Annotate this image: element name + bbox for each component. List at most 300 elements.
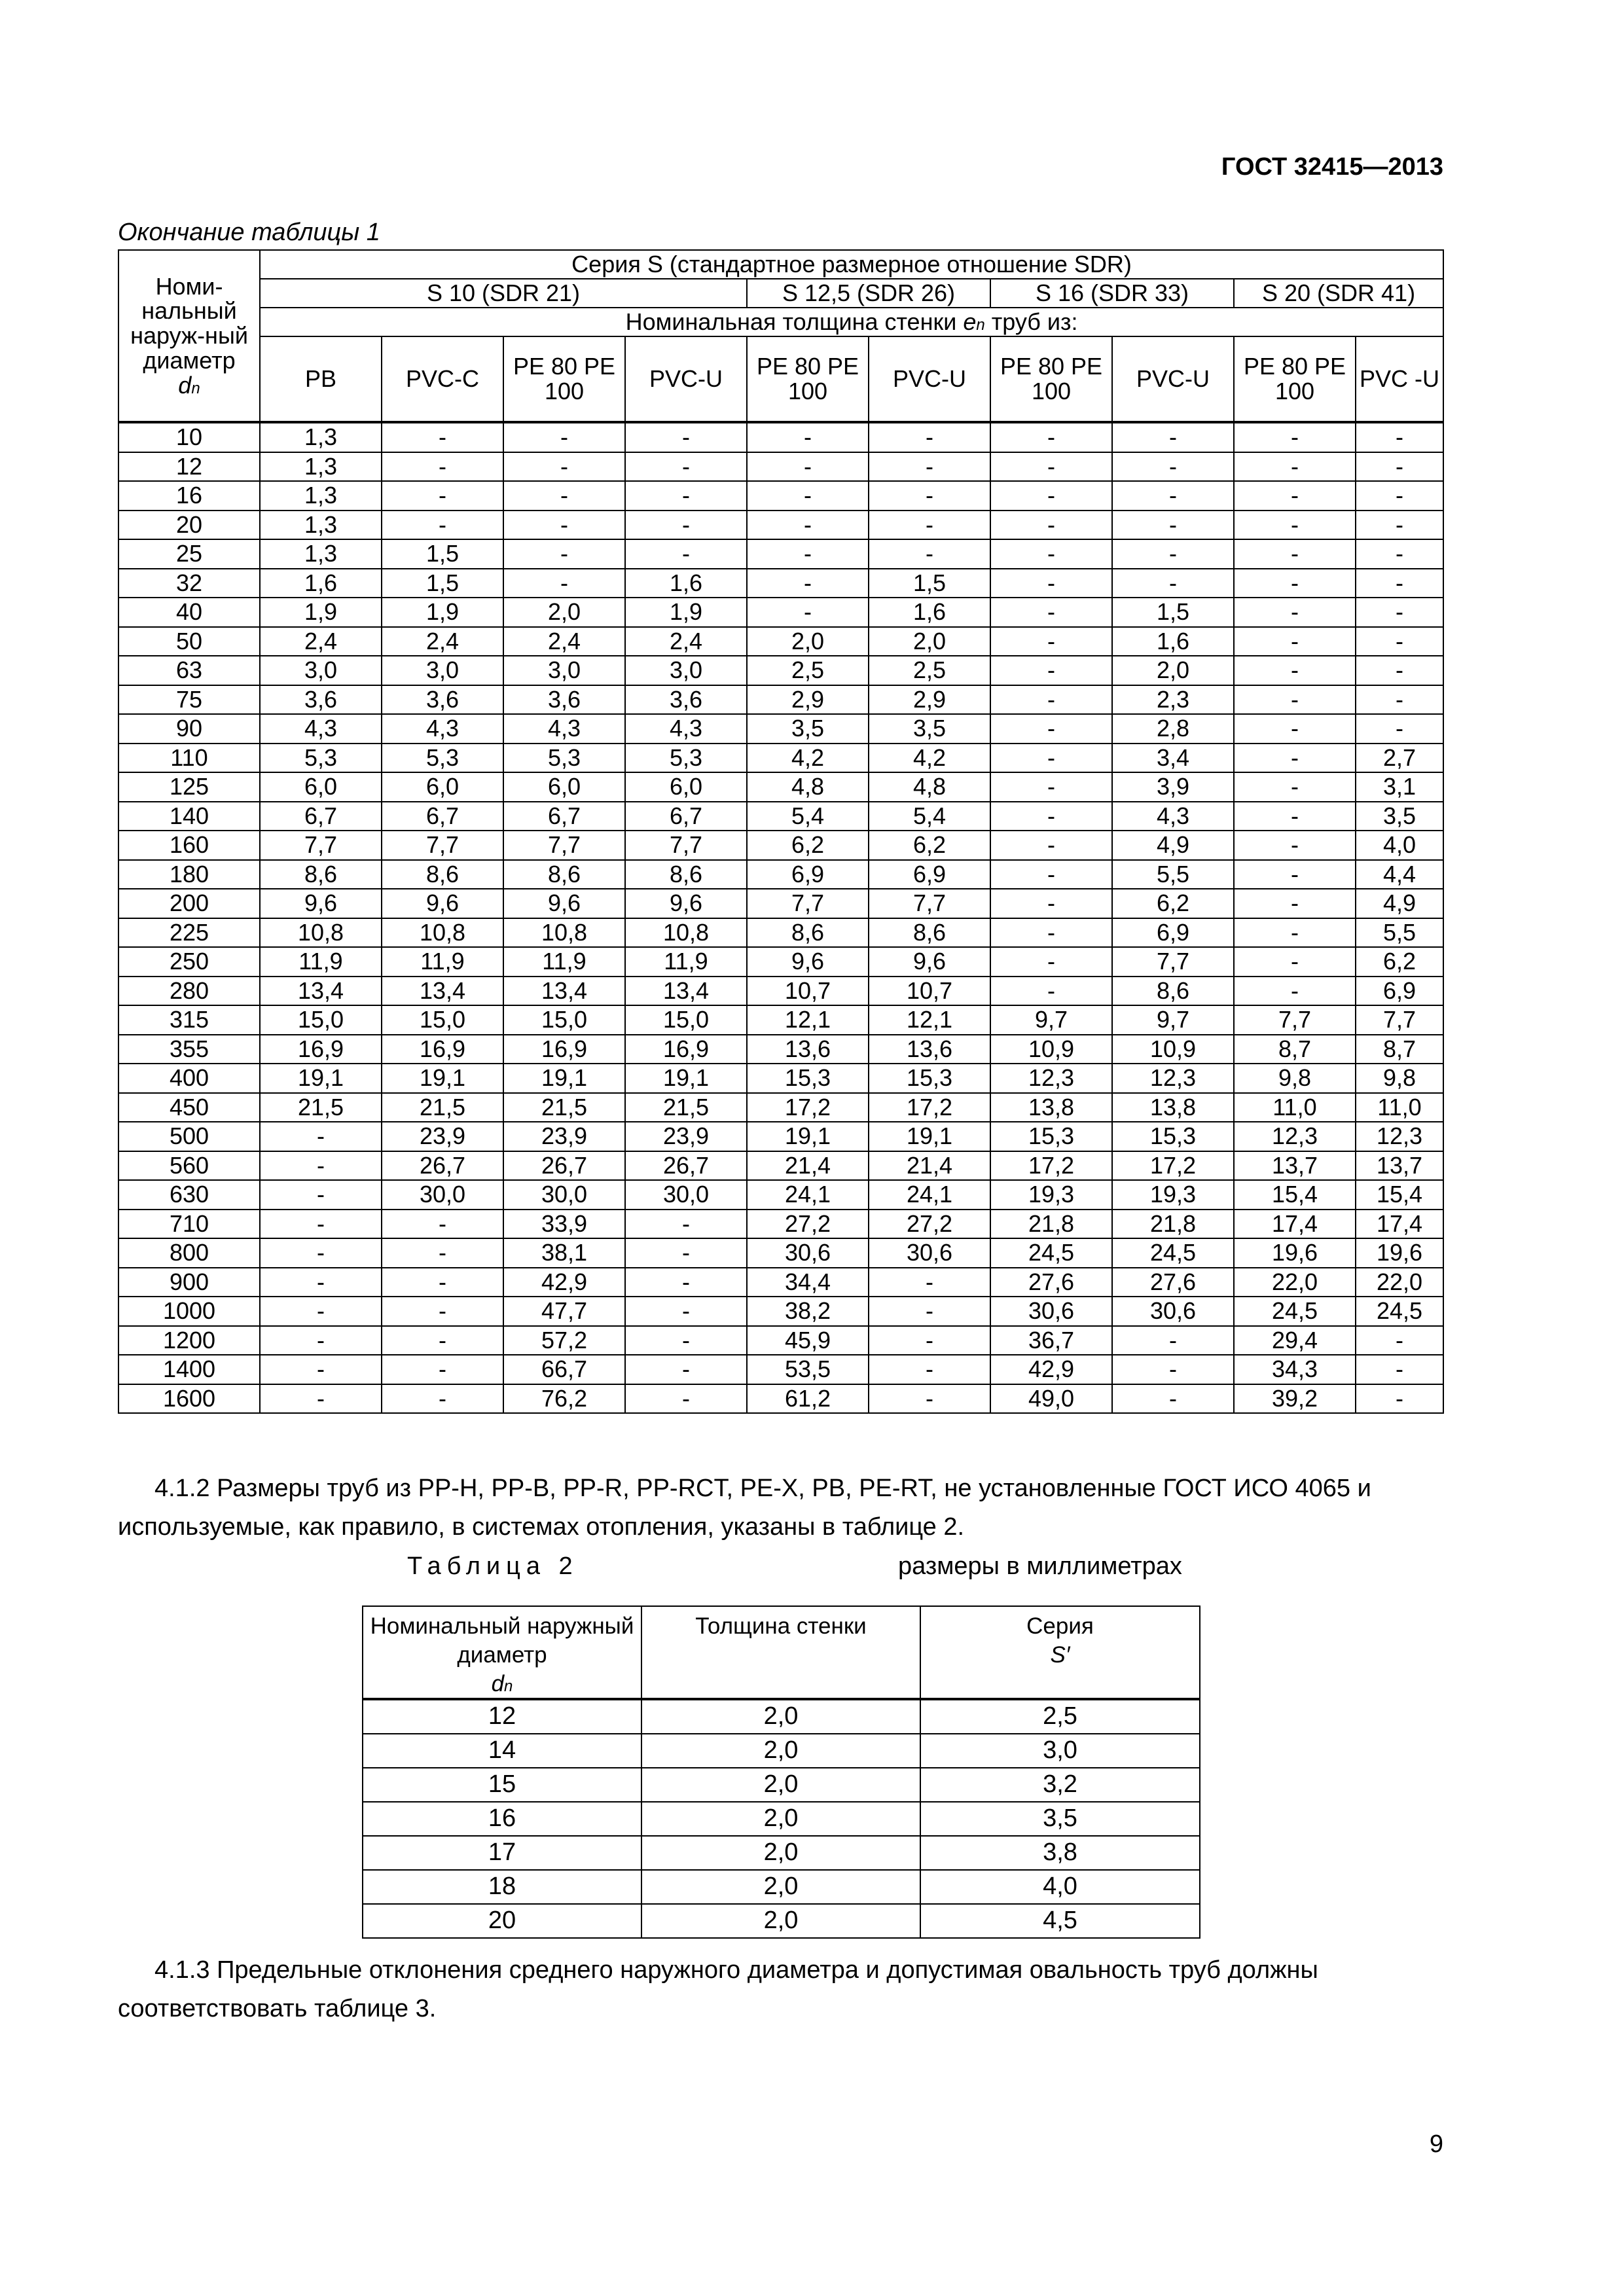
- thickness-cell: 7,7: [382, 831, 503, 860]
- thickness-cell: 3,5: [869, 714, 990, 744]
- thickness-cell: 2,8: [1112, 714, 1234, 744]
- thickness-cell: -: [747, 569, 869, 598]
- thickness-cell: -: [990, 714, 1112, 744]
- thickness-cell: -: [382, 1210, 503, 1239]
- diameter-cell: 63: [118, 656, 260, 685]
- table2-cell: 18: [363, 1870, 641, 1904]
- table-row: [363, 1699, 1200, 1734]
- diameter-cell: 450: [118, 1093, 260, 1122]
- thickness-cell: -: [260, 1238, 382, 1268]
- thickness-cell: -: [503, 481, 625, 511]
- thickness-cell: 13,4: [382, 977, 503, 1006]
- table2-caption: Таблица 2: [407, 1552, 579, 1580]
- thickness-cell: -: [260, 1384, 382, 1414]
- table-row: [363, 1768, 1200, 1802]
- thickness-cell: 11,0: [1356, 1093, 1443, 1122]
- thickness-cell: 16,9: [625, 1035, 747, 1064]
- thickness-cell: -: [869, 539, 990, 569]
- thickness-cell: 19,1: [503, 1064, 625, 1093]
- thickness-cell: 42,9: [503, 1268, 625, 1297]
- thickness-cell: 8,6: [869, 918, 990, 948]
- thickness-cell: 12,1: [869, 1005, 990, 1035]
- thickness-cell: -: [1234, 627, 1356, 656]
- thickness-cell: -: [1234, 452, 1356, 482]
- thickness-cell: 4,0: [1356, 831, 1443, 860]
- thickness-cell: 33,9: [503, 1210, 625, 1239]
- thickness-cell: -: [503, 539, 625, 569]
- table-row: [118, 511, 1443, 540]
- thickness-cell: 9,8: [1356, 1064, 1443, 1093]
- thickness-cell: 1,5: [1112, 598, 1234, 627]
- thickness-cell: -: [382, 1355, 503, 1384]
- thickness-cell: 5,4: [747, 802, 869, 831]
- diameter-cell: 140: [118, 802, 260, 831]
- thickness-cell: 27,6: [1112, 1268, 1234, 1297]
- table-row: [118, 918, 1443, 948]
- thickness-cell: -: [382, 452, 503, 482]
- thickness-cell: 57,2: [503, 1326, 625, 1355]
- thickness-cell: -: [1234, 772, 1356, 802]
- thickness-cell: 12,3: [1112, 1064, 1234, 1093]
- table2-cell: 17: [363, 1836, 641, 1870]
- diameter-cell: 50: [118, 627, 260, 656]
- diameter-cell: 1600: [118, 1384, 260, 1414]
- diameter-cell: 1400: [118, 1355, 260, 1384]
- table-row: [118, 772, 1443, 802]
- diameter-cell: 12: [118, 452, 260, 482]
- thickness-cell: 2,5: [869, 656, 990, 685]
- thickness-cell: 7,7: [1356, 1005, 1443, 1035]
- thickness-cell: 7,7: [1234, 1005, 1356, 1035]
- thickness-cell: -: [990, 947, 1112, 977]
- table-row: [118, 1210, 1443, 1239]
- thickness-cell: 21,5: [260, 1093, 382, 1122]
- thickness-cell: -: [382, 1268, 503, 1297]
- thickness-cell: 53,5: [747, 1355, 869, 1384]
- diameter-cell: 500: [118, 1122, 260, 1151]
- thickness-cell: -: [990, 831, 1112, 860]
- thickness-cell: 15,0: [625, 1005, 747, 1035]
- thickness-cell: -: [260, 1268, 382, 1297]
- thickness-cell: -: [869, 511, 990, 540]
- table-row: [118, 1151, 1443, 1181]
- table-row: [118, 1122, 1443, 1151]
- thickness-cell: 19,1: [869, 1122, 990, 1151]
- table-row: [118, 802, 1443, 831]
- thickness-cell: -: [990, 598, 1112, 627]
- table-row: [118, 627, 1443, 656]
- thickness-cell: -: [1112, 1355, 1234, 1384]
- table-row: [118, 656, 1443, 685]
- diameter-cell: 125: [118, 772, 260, 802]
- thickness-cell: -: [1356, 511, 1443, 540]
- thickness-cell: 3,0: [503, 656, 625, 685]
- thickness-cell: 16,9: [260, 1035, 382, 1064]
- table1-material-header: PB: [260, 336, 382, 422]
- thickness-cell: 10,8: [503, 918, 625, 948]
- diameter-cell: 250: [118, 947, 260, 977]
- thickness-cell: 15,0: [382, 1005, 503, 1035]
- thickness-cell: 8,7: [1356, 1035, 1443, 1064]
- thickness-cell: 4,9: [1356, 889, 1443, 918]
- thickness-cell: 11,9: [503, 947, 625, 977]
- thickness-cell: 42,9: [990, 1355, 1112, 1384]
- thickness-cell: 1,9: [382, 598, 503, 627]
- thickness-cell: -: [1234, 569, 1356, 598]
- diameter-cell: 1000: [118, 1297, 260, 1326]
- thickness-cell: 6,0: [503, 772, 625, 802]
- thickness-cell: 7,7: [260, 831, 382, 860]
- thickness-cell: 3,6: [382, 685, 503, 715]
- thickness-cell: -: [1234, 481, 1356, 511]
- thickness-cell: 23,9: [625, 1122, 747, 1151]
- table2-thickness-header: Толщина стенки: [641, 1606, 920, 1699]
- thickness-cell: 36,7: [990, 1326, 1112, 1355]
- table2-cell: 2,0: [641, 1699, 920, 1734]
- thickness-cell: -: [869, 481, 990, 511]
- thickness-cell: 2,9: [869, 685, 990, 715]
- thickness-cell: 1,3: [260, 422, 382, 452]
- thickness-cell: 7,7: [625, 831, 747, 860]
- thickness-cell: 4,8: [869, 772, 990, 802]
- thickness-cell: 2,0: [503, 598, 625, 627]
- thickness-cell: 1,9: [260, 598, 382, 627]
- thickness-cell: 8,6: [503, 860, 625, 889]
- thickness-cell: 6,0: [382, 772, 503, 802]
- thickness-cell: 61,2: [747, 1384, 869, 1414]
- table1-material-header: PVC-C: [382, 336, 503, 422]
- table-row: [118, 1268, 1443, 1297]
- thickness-cell: 21,5: [625, 1093, 747, 1122]
- thickness-cell: 9,6: [747, 947, 869, 977]
- thickness-cell: -: [990, 627, 1112, 656]
- thickness-cell: -: [1356, 627, 1443, 656]
- thickness-cell: 9,6: [260, 889, 382, 918]
- thickness-cell: -: [990, 977, 1112, 1006]
- thickness-cell: -: [1356, 481, 1443, 511]
- thickness-cell: 9,7: [1112, 1005, 1234, 1035]
- thickness-cell: -: [503, 511, 625, 540]
- thickness-cell: -: [625, 539, 747, 569]
- thickness-cell: 6,7: [625, 802, 747, 831]
- thickness-cell: 2,5: [747, 656, 869, 685]
- thickness-cell: 17,4: [1234, 1210, 1356, 1239]
- thickness-cell: 45,9: [747, 1326, 869, 1355]
- diameter-cell: 400: [118, 1064, 260, 1093]
- thickness-cell: 7,7: [503, 831, 625, 860]
- thickness-cell: -: [1234, 714, 1356, 744]
- thickness-cell: 4,3: [503, 714, 625, 744]
- thickness-cell: 19,6: [1356, 1238, 1443, 1268]
- thickness-cell: -: [260, 1180, 382, 1210]
- thickness-cell: -: [1356, 539, 1443, 569]
- thickness-cell: 38,2: [747, 1297, 869, 1326]
- diameter-cell: 40: [118, 598, 260, 627]
- page-number: 9: [1429, 2130, 1443, 2158]
- thickness-cell: 13,7: [1356, 1151, 1443, 1181]
- thickness-cell: -: [382, 1384, 503, 1414]
- thickness-cell: 5,4: [869, 802, 990, 831]
- thickness-cell: 24,1: [869, 1180, 990, 1210]
- thickness-cell: 47,7: [503, 1297, 625, 1326]
- thickness-cell: 8,7: [1234, 1035, 1356, 1064]
- table1-diameter-header: Номи-нальный наруж-ный диаметр dn: [118, 250, 260, 422]
- table-row: [118, 569, 1443, 598]
- thickness-cell: 3,9: [1112, 772, 1234, 802]
- table2-diameter-header: Номинальный наружный диаметр dn: [363, 1606, 641, 1699]
- thickness-cell: 21,8: [1112, 1210, 1234, 1239]
- thickness-cell: -: [1234, 685, 1356, 715]
- diameter-cell: 200: [118, 889, 260, 918]
- thickness-cell: 13,4: [503, 977, 625, 1006]
- table2-series-header: Серия S′: [920, 1606, 1200, 1699]
- thickness-cell: 6,7: [382, 802, 503, 831]
- table1-group-header: S 12,5 (SDR 26): [747, 279, 990, 308]
- thickness-cell: 1,6: [260, 569, 382, 598]
- diameter-cell: 900: [118, 1268, 260, 1297]
- thickness-cell: 5,3: [382, 744, 503, 773]
- thickness-cell: 30,6: [990, 1297, 1112, 1326]
- diameter-cell: 75: [118, 685, 260, 715]
- thickness-cell: 9,6: [625, 889, 747, 918]
- thickness-cell: 9,6: [382, 889, 503, 918]
- thickness-cell: 3,6: [503, 685, 625, 715]
- thickness-cell: 29,4: [1234, 1326, 1356, 1355]
- thickness-cell: 1,9: [625, 598, 747, 627]
- thickness-cell: 13,6: [747, 1035, 869, 1064]
- thickness-cell: -: [990, 481, 1112, 511]
- table-row: [118, 1005, 1443, 1035]
- thickness-cell: 19,6: [1234, 1238, 1356, 1268]
- thickness-cell: 30,6: [1112, 1297, 1234, 1326]
- diameter-cell: 800: [118, 1238, 260, 1268]
- thickness-cell: -: [625, 511, 747, 540]
- thickness-cell: 13,4: [260, 977, 382, 1006]
- thickness-cell: 7,7: [869, 889, 990, 918]
- thickness-cell: -: [1234, 947, 1356, 977]
- table2-cell: 2,0: [641, 1734, 920, 1768]
- thickness-cell: 9,8: [1234, 1064, 1356, 1093]
- thickness-cell: -: [990, 511, 1112, 540]
- thickness-cell: 10,8: [625, 918, 747, 948]
- table2-cell: 2,0: [641, 1870, 920, 1904]
- thickness-cell: -: [1234, 977, 1356, 1006]
- thickness-cell: 27,2: [869, 1210, 990, 1239]
- thickness-cell: 1,6: [1112, 627, 1234, 656]
- thickness-cell: 3,6: [625, 685, 747, 715]
- thickness-cell: 2,0: [869, 627, 990, 656]
- thickness-cell: 5,3: [625, 744, 747, 773]
- thickness-cell: -: [1234, 598, 1356, 627]
- thickness-cell: 26,7: [503, 1151, 625, 1181]
- thickness-cell: -: [747, 422, 869, 452]
- document-code: ГОСТ 32415—2013: [1221, 153, 1443, 181]
- thickness-cell: 10,8: [382, 918, 503, 948]
- thickness-cell: -: [747, 511, 869, 540]
- thickness-cell: 22,0: [1356, 1268, 1443, 1297]
- thickness-cell: 21,5: [382, 1093, 503, 1122]
- thickness-cell: 39,2: [1234, 1384, 1356, 1414]
- thickness-cell: 8,6: [747, 918, 869, 948]
- diameter-cell: 16: [118, 481, 260, 511]
- thickness-cell: 13,6: [869, 1035, 990, 1064]
- table1-caption: Окончание таблицы 1: [118, 219, 380, 246]
- table2-cell: 2,0: [641, 1768, 920, 1802]
- thickness-cell: -: [1234, 918, 1356, 948]
- thickness-cell: -: [990, 569, 1112, 598]
- table1-series-header: Серия S (стандартное размерное отношение SDR): [260, 250, 1443, 279]
- thickness-cell: 21,4: [869, 1151, 990, 1181]
- thickness-cell: 2,9: [747, 685, 869, 715]
- thickness-cell: 6,9: [869, 860, 990, 889]
- table-row: [118, 1355, 1443, 1384]
- thickness-cell: 12,3: [1356, 1122, 1443, 1151]
- table-row: [118, 1238, 1443, 1268]
- table1: [118, 249, 1444, 1414]
- thickness-cell: 6,7: [503, 802, 625, 831]
- thickness-cell: 19,3: [1112, 1180, 1234, 1210]
- thickness-cell: 76,2: [503, 1384, 625, 1414]
- thickness-cell: 10,9: [1112, 1035, 1234, 1064]
- diameter-cell: 1200: [118, 1326, 260, 1355]
- thickness-cell: -: [1112, 1326, 1234, 1355]
- thickness-cell: -: [869, 1355, 990, 1384]
- thickness-cell: 24,5: [1112, 1238, 1234, 1268]
- thickness-cell: 2,0: [1112, 656, 1234, 685]
- thickness-cell: -: [1234, 656, 1356, 685]
- diameter-cell: 110: [118, 744, 260, 773]
- thickness-cell: 15,3: [1112, 1122, 1234, 1151]
- thickness-cell: -: [1112, 511, 1234, 540]
- thickness-cell: 1,3: [260, 452, 382, 482]
- thickness-cell: -: [260, 1210, 382, 1239]
- table-row: [118, 1093, 1443, 1122]
- thickness-cell: 3,5: [747, 714, 869, 744]
- thickness-cell: -: [625, 1297, 747, 1326]
- thickness-cell: 17,2: [869, 1093, 990, 1122]
- thickness-cell: -: [1112, 539, 1234, 569]
- table-row: [118, 889, 1443, 918]
- thickness-cell: -: [625, 1355, 747, 1384]
- thickness-cell: 6,9: [1356, 977, 1443, 1006]
- thickness-cell: 7,7: [1112, 947, 1234, 977]
- thickness-cell: 17,4: [1356, 1210, 1443, 1239]
- thickness-cell: -: [625, 1384, 747, 1414]
- table-row: [118, 422, 1443, 452]
- thickness-cell: -: [1234, 744, 1356, 773]
- thickness-cell: 9,6: [869, 947, 990, 977]
- thickness-cell: 6,2: [1112, 889, 1234, 918]
- table2-cell: 3,8: [920, 1836, 1200, 1870]
- thickness-cell: -: [625, 1210, 747, 1239]
- diameter-cell: 710: [118, 1210, 260, 1239]
- thickness-cell: 24,1: [747, 1180, 869, 1210]
- thickness-cell: 4,9: [1112, 831, 1234, 860]
- thickness-cell: -: [625, 422, 747, 452]
- thickness-cell: 23,9: [382, 1122, 503, 1151]
- thickness-cell: -: [382, 511, 503, 540]
- thickness-cell: -: [382, 1297, 503, 1326]
- thickness-cell: 12,3: [1234, 1122, 1356, 1151]
- diameter-cell: 25: [118, 539, 260, 569]
- thickness-cell: 11,9: [260, 947, 382, 977]
- thickness-cell: 1,3: [260, 511, 382, 540]
- thickness-cell: -: [990, 860, 1112, 889]
- thickness-cell: -: [382, 1238, 503, 1268]
- thickness-cell: -: [625, 1238, 747, 1268]
- table-row: [363, 1734, 1200, 1768]
- thickness-cell: 10,8: [260, 918, 382, 948]
- table1-material-header: PE 80 PE 100: [1234, 336, 1356, 422]
- thickness-cell: 9,7: [990, 1005, 1112, 1035]
- thickness-cell: -: [747, 539, 869, 569]
- thickness-cell: 1,3: [260, 481, 382, 511]
- diameter-cell: 160: [118, 831, 260, 860]
- table-row: [118, 1180, 1443, 1210]
- thickness-cell: 3,0: [382, 656, 503, 685]
- thickness-cell: 3,0: [260, 656, 382, 685]
- thickness-cell: -: [503, 569, 625, 598]
- thickness-cell: 19,1: [260, 1064, 382, 1093]
- table2-cell: 4,0: [920, 1870, 1200, 1904]
- thickness-cell: 4,4: [1356, 860, 1443, 889]
- diameter-cell: 315: [118, 1005, 260, 1035]
- thickness-cell: 4,3: [382, 714, 503, 744]
- diameter-cell: 225: [118, 918, 260, 948]
- thickness-cell: 4,3: [625, 714, 747, 744]
- thickness-cell: -: [747, 481, 869, 511]
- table1-material-header: PVC-U: [869, 336, 990, 422]
- thickness-cell: 3,0: [625, 656, 747, 685]
- thickness-cell: 1,5: [869, 569, 990, 598]
- thickness-cell: 15,4: [1234, 1180, 1356, 1210]
- table-row: [118, 1064, 1443, 1093]
- table-row: [118, 598, 1443, 627]
- diameter-cell: 32: [118, 569, 260, 598]
- table1-thickness-header: Номинальная толщина стенки en труб из:: [260, 308, 1443, 336]
- thickness-cell: -: [990, 656, 1112, 685]
- thickness-cell: -: [990, 918, 1112, 948]
- thickness-cell: 22,0: [1234, 1268, 1356, 1297]
- diameter-cell: 20: [118, 511, 260, 540]
- thickness-cell: -: [1234, 889, 1356, 918]
- thickness-cell: 30,0: [382, 1180, 503, 1210]
- thickness-cell: -: [990, 539, 1112, 569]
- thickness-cell: 34,3: [1234, 1355, 1356, 1384]
- thickness-cell: 2,0: [747, 627, 869, 656]
- table-row: [118, 1384, 1443, 1414]
- thickness-cell: -: [747, 598, 869, 627]
- table-row: [118, 1297, 1443, 1326]
- table1-material-header: PVC-U: [625, 336, 747, 422]
- thickness-cell: 12,3: [990, 1064, 1112, 1093]
- table1-group-header: S 16 (SDR 33): [990, 279, 1234, 308]
- thickness-cell: -: [990, 452, 1112, 482]
- thickness-cell: -: [625, 1326, 747, 1355]
- thickness-cell: 66,7: [503, 1355, 625, 1384]
- table2-cell: 3,5: [920, 1802, 1200, 1836]
- thickness-cell: 8,6: [1112, 977, 1234, 1006]
- thickness-cell: -: [869, 422, 990, 452]
- thickness-cell: 26,7: [382, 1151, 503, 1181]
- thickness-cell: 2,4: [260, 627, 382, 656]
- table-row: [118, 744, 1443, 773]
- table1-group-header: S 10 (SDR 21): [260, 279, 747, 308]
- table-row: [118, 977, 1443, 1006]
- diameter-cell: 355: [118, 1035, 260, 1064]
- thickness-cell: 38,1: [503, 1238, 625, 1268]
- thickness-cell: 13,4: [625, 977, 747, 1006]
